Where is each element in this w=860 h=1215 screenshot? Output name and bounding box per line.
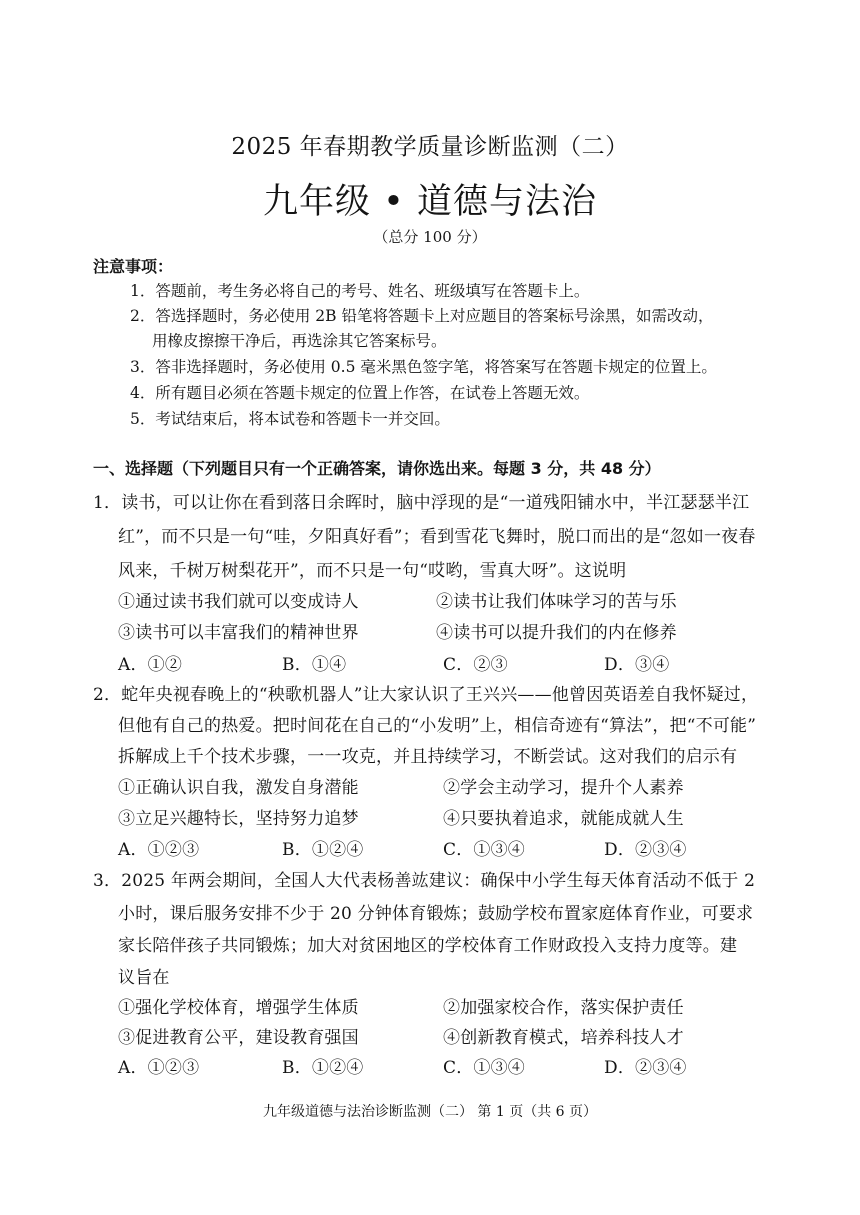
statement: ④创新教育模式，培养科技人才 (443, 1028, 684, 1048)
section-heading: 一、选择题（下列题目只有一个正确答案，请你选出来。每题 3 分，共 48 分） (93, 459, 661, 478)
statement: ③促进教育公平，建设教育强国 (118, 1028, 359, 1048)
question-stem: 风来，千树万树梨花开”，而不只是一句“哎哟，雪真大呀”。这说明 (118, 561, 627, 581)
statement: ②读书让我们体味学习的苦与乐 (436, 592, 677, 612)
answer-option: A．①②③ (118, 840, 200, 860)
answer-option: A．①② (118, 655, 183, 675)
subject-title: 九年级 • 道德与法治 (263, 182, 597, 222)
answer-option: B．①②④ (282, 840, 364, 860)
question-stem: 1．读书，可以让你在看到落日余晖时，脑中浮现的是“一道残阳铺水中，半江瑟瑟半江 (93, 493, 750, 513)
answer-option: B．①④ (282, 655, 347, 675)
question-stem: 家长陪伴孩子共同锻炼；加大对贫困地区的学校体育工作财政投入支持力度等。建 (118, 936, 738, 956)
exam-title: 2025 年春期教学质量诊断监测（二） (231, 134, 629, 160)
answer-option: C．①③④ (443, 840, 526, 860)
answer-option: C．②③ (443, 655, 508, 675)
statement: ①通过读书我们就可以变成诗人 (118, 592, 359, 612)
answer-option: B．①②④ (282, 1058, 364, 1078)
statement: ②加强家校合作，落实保护责任 (443, 998, 684, 1018)
question-stem: 3．2025 年两会期间，全国人大代表杨善竑建议：确保中小学生每天体育活动不低于 2 (93, 871, 756, 891)
answer-option: C．①③④ (443, 1058, 526, 1078)
question-stem: 红”，而不只是一句“哇，夕阳真好看”；看到雪花飞舞时，脱口而出的是“忽如一夜春 (118, 527, 756, 547)
question-stem: 但他有自己的热爱。把时间花在自己的“小发明”上，相信奇迹有“算法”，把“不可能” (118, 716, 757, 736)
notice-item-continued: 用橡皮擦擦干净后，再选涂其它答案标号。 (152, 332, 447, 350)
page-footer: 九年级道德与法治诊断监测（二） 第 1 页（共 6 页） (262, 1104, 598, 1120)
notice-item: 3．答非选择题时，务必使用 0.5 毫米黑色签字笔，将答案写在答题卡规定的位置上。 (130, 358, 717, 376)
answer-option: A．①②③ (118, 1058, 200, 1078)
answer-option: D．②③④ (604, 1058, 687, 1078)
answer-option: D．②③④ (604, 840, 687, 860)
answer-option: D．③④ (604, 655, 670, 675)
notice-item: 1．答题前，考生务必将自己的考号、姓名、班级填写在答题卡上。 (130, 282, 590, 300)
statement: ④读书可以提升我们的内在修养 (436, 623, 677, 643)
total-score: （总分 100 分） (373, 228, 487, 246)
statement: ③立足兴趣特长，坚持努力追梦 (118, 809, 359, 829)
statement: ①正确认识自我，激发自身潜能 (118, 778, 359, 798)
notice-heading: 注意事项： (93, 257, 174, 276)
notice-item: 2．答选择题时，务必使用 2B 铅笔将答题卡上对应题目的答案标号涂黑，如需改动， (130, 307, 714, 325)
statement: ③读书可以丰富我们的精神世界 (118, 623, 359, 643)
notice-item: 4．所有题目必须在答题卡规定的位置上作答，在试卷上答题无效。 (130, 384, 590, 402)
question-stem: 拆解成上千个技术步骤，一一攻克，并且持续学习，不断尝试。这对我们的启示有 (118, 747, 738, 767)
question-stem: 2．蛇年央视春晚上的“秧歌机器人”让大家认识了王兴兴——他曾因英语差自我怀疑过， (93, 685, 759, 705)
notice-item: 5．考试结束后，将本试卷和答题卡一并交回。 (130, 410, 450, 428)
statement: ④只要执着追求，就能成就人生 (443, 809, 684, 829)
statement: ②学会主动学习，提升个人素养 (443, 778, 684, 798)
question-stem: 小时，课后服务安排不少于 20 分钟体育锻炼；鼓励学校布置家庭体育作业，可要求 (118, 904, 754, 924)
statement: ①强化学校体育，增强学生体质 (118, 998, 359, 1018)
question-stem: 议旨在 (118, 968, 170, 988)
